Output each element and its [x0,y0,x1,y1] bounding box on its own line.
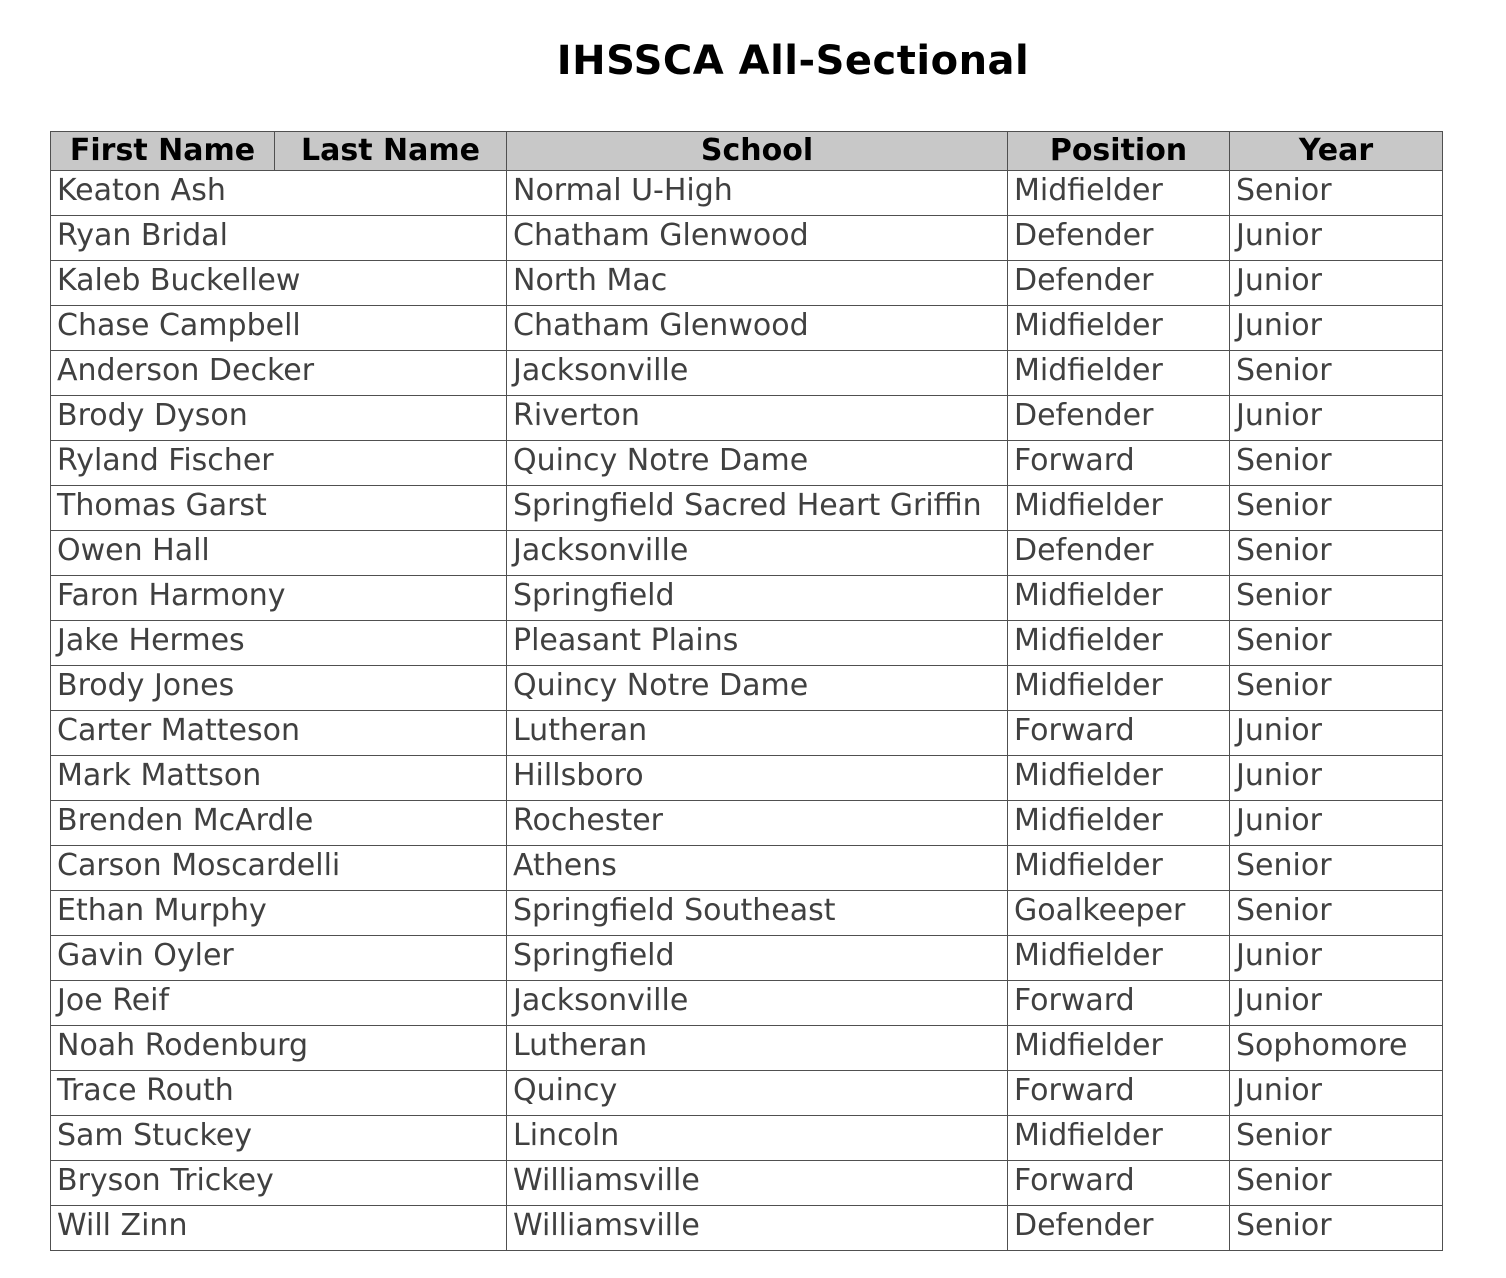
year-cell: Junior [1230,261,1443,306]
position-cell: Defender [1008,1206,1230,1251]
year-cell: Sophomore [1230,1026,1443,1071]
school-cell: Springfield [507,936,1008,981]
year-cell: Junior [1230,306,1443,351]
year-cell: Junior [1230,756,1443,801]
table-row [51,1071,1443,1116]
year-cell: Senior [1230,351,1443,396]
school-cell: Springfield Sacred Heart Griffin [507,486,1008,531]
year-cell: Senior [1230,1161,1443,1206]
player-name-cell: Sam Stuckey [51,1116,507,1161]
player-name-cell: Brenden McArdle [51,801,507,846]
year-cell: Senior [1230,486,1443,531]
position-cell: Midfielder [1008,576,1230,621]
position-cell: Defender [1008,216,1230,261]
year-cell: Senior [1230,171,1443,216]
position-cell: Forward [1008,1071,1230,1116]
position-cell: Midfielder [1008,351,1230,396]
school-cell: Lincoln [507,1116,1008,1161]
school-cell: Hillsboro [507,756,1008,801]
year-cell: Senior [1230,846,1443,891]
table-row [51,441,1443,486]
table-row [51,261,1443,306]
table-row [51,936,1443,981]
year-cell: Junior [1230,396,1443,441]
school-cell: Jacksonville [507,351,1008,396]
table-row [51,216,1443,261]
player-name-cell: Faron Harmony [51,576,507,621]
position-cell: Midfielder [1008,1116,1230,1161]
player-name-cell: Joe Reif [51,981,507,1026]
position-cell: Defender [1008,396,1230,441]
school-cell: Springfield [507,576,1008,621]
table-row [51,666,1443,711]
position-cell: Forward [1008,441,1230,486]
school-cell: Lutheran [507,711,1008,756]
header-last-name: Last Name [275,132,507,171]
position-cell: Defender [1008,261,1230,306]
year-cell: Senior [1230,621,1443,666]
table-row [51,486,1443,531]
school-cell: Chatham Glenwood [507,216,1008,261]
year-cell: Senior [1230,441,1443,486]
year-cell: Junior [1230,981,1443,1026]
school-cell: Pleasant Plains [507,621,1008,666]
year-cell: Senior [1230,1116,1443,1161]
school-cell: Normal U-High [507,171,1008,216]
school-cell: Chatham Glenwood [507,306,1008,351]
table-row [51,846,1443,891]
player-name-cell: Will Zinn [51,1206,507,1251]
school-cell: Quincy Notre Dame [507,666,1008,711]
header-position: Position [1008,132,1230,171]
position-cell: Goalkeeper [1008,891,1230,936]
school-cell: North Mac [507,261,1008,306]
school-cell: Springfield Southeast [507,891,1008,936]
player-name-cell: Ethan Murphy [51,891,507,936]
table-row [51,1026,1443,1071]
page-title: IHSSCA All-Sectional [556,38,1030,84]
table-row [51,801,1443,846]
position-cell: Midfielder [1008,486,1230,531]
year-cell: Junior [1230,1071,1443,1116]
position-cell: Midfielder [1008,306,1230,351]
position-cell: Forward [1008,1161,1230,1206]
year-cell: Senior [1230,666,1443,711]
position-cell: Midfielder [1008,756,1230,801]
table-row [51,1116,1443,1161]
position-cell: Midfielder [1008,846,1230,891]
table-row [51,576,1443,621]
player-name-cell: Brody Jones [51,666,507,711]
year-cell: Junior [1230,216,1443,261]
player-name-cell: Mark Mattson [51,756,507,801]
position-cell: Midfielder [1008,666,1230,711]
school-cell: Rochester [507,801,1008,846]
table-row [51,306,1443,351]
player-name-cell: Gavin Oyler [51,936,507,981]
player-name-cell: Ryan Bridal [51,216,507,261]
year-cell: Junior [1230,801,1443,846]
header-first-name: First Name [51,132,275,171]
player-name-cell: Carson Moscardelli [51,846,507,891]
school-cell: Quincy [507,1071,1008,1116]
table-row [51,531,1443,576]
school-cell: Jacksonville [507,531,1008,576]
header-school: School [507,132,1008,171]
school-cell: Riverton [507,396,1008,441]
player-name-cell: Keaton Ash [51,171,507,216]
player-name-cell: Kaleb Buckellew [51,261,507,306]
position-cell: Forward [1008,981,1230,1026]
player-name-cell: Carter Matteson [51,711,507,756]
player-name-cell: Jake Hermes [51,621,507,666]
position-cell: Midfielder [1008,1026,1230,1071]
year-cell: Senior [1230,576,1443,621]
year-cell: Senior [1230,531,1443,576]
table-row [51,756,1443,801]
position-cell: Midfielder [1008,936,1230,981]
player-name-cell: Thomas Garst [51,486,507,531]
player-name-cell: Noah Rodenburg [51,1026,507,1071]
year-cell: Junior [1230,711,1443,756]
school-cell: Athens [507,846,1008,891]
table-row [51,396,1443,441]
player-name-cell: Trace Routh [51,1071,507,1116]
table-row [51,621,1443,666]
player-name-cell: Brody Dyson [51,396,507,441]
table-row [51,981,1443,1026]
position-cell: Midfielder [1008,801,1230,846]
table-row [51,891,1443,936]
school-cell: Quincy Notre Dame [507,441,1008,486]
school-cell: Lutheran [507,1026,1008,1071]
year-cell: Junior [1230,936,1443,981]
player-name-cell: Ryland Fischer [51,441,507,486]
school-cell: Williamsville [507,1206,1008,1251]
table-header-row [51,132,1443,171]
player-name-cell: Bryson Trickey [51,1161,507,1206]
table-row [51,351,1443,396]
position-cell: Defender [1008,531,1230,576]
school-cell: Jacksonville [507,981,1008,1026]
player-name-cell: Owen Hall [51,531,507,576]
player-name-cell: Chase Campbell [51,306,507,351]
table-row [51,171,1443,216]
year-cell: Senior [1230,891,1443,936]
table-row [51,1206,1443,1251]
year-cell: Senior [1230,1206,1443,1251]
position-cell: Midfielder [1008,621,1230,666]
table-row [51,1161,1443,1206]
header-year: Year [1230,132,1443,171]
table-body [51,171,1443,1251]
roster-table [50,131,1443,1251]
position-cell: Midfielder [1008,171,1230,216]
position-cell: Forward [1008,711,1230,756]
table-row [51,711,1443,756]
school-cell: Williamsville [507,1161,1008,1206]
player-name-cell: Anderson Decker [51,351,507,396]
